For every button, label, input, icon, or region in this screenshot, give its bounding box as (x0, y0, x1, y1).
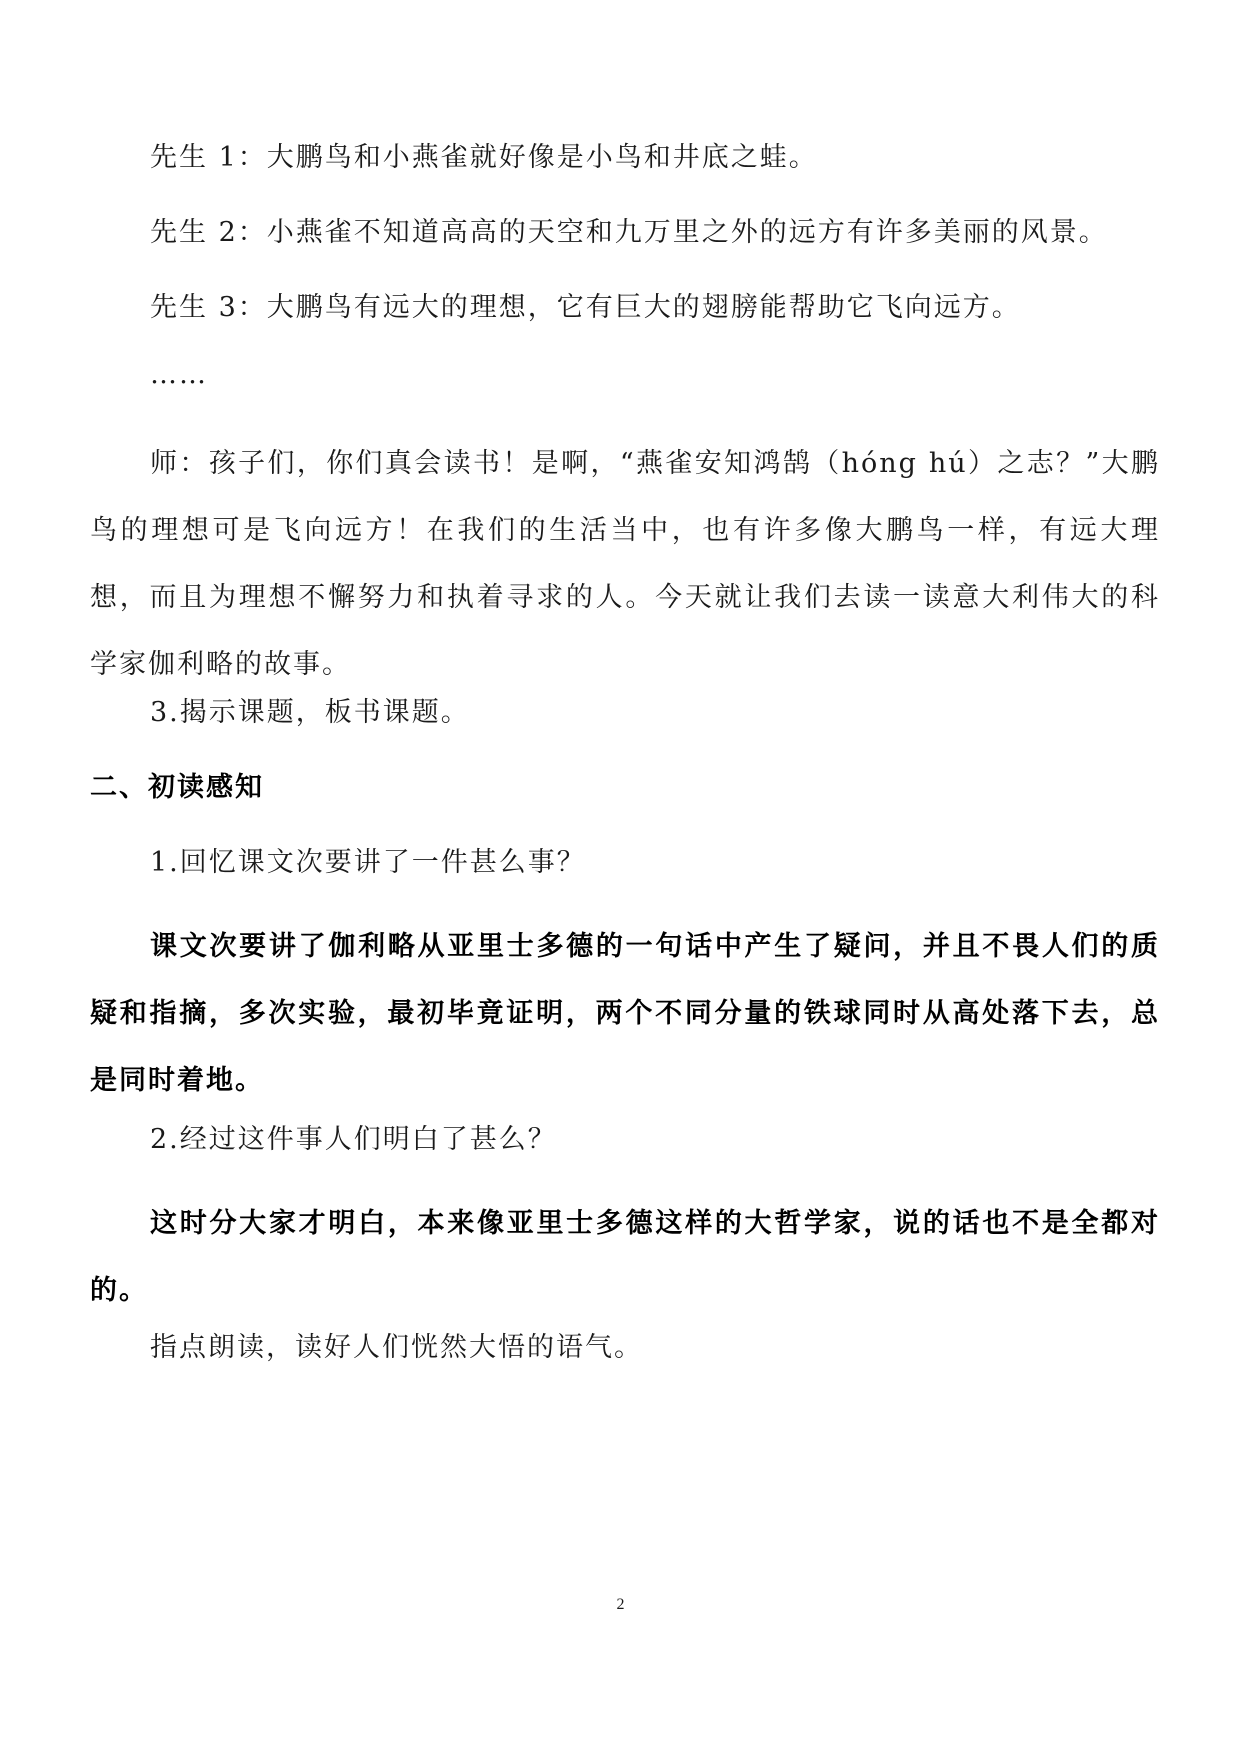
section-2-heading: 二、初读感知 (90, 772, 264, 803)
question-1: 1.回忆课文次要讲了一件甚么事？ (150, 847, 586, 878)
answer-2: 这时分大家才明白，本来像亚里士多德这样的大哲学家，说的话也不是全都对的。 (90, 1208, 1160, 1306)
student-answer-3: 先生 3：大鹏鸟有远大的理想，它有巨大的翅膀能帮助它飞向远方。 (150, 292, 1021, 323)
reading-guidance: 指点朗读，读好人们恍然大悟的语气。 (150, 1332, 643, 1363)
student-answer-2: 先生 2：小燕雀不知道高高的天空和九万里之外的远方有许多美丽的风景。 (150, 217, 1108, 248)
step-3-reveal-title: 3.揭示课题，板书课题。 (150, 697, 470, 728)
student-answer-1: 先生 1：大鹏鸟和小燕雀就好像是小鸟和井底之蛙。 (150, 142, 818, 173)
teacher-paragraph: 师：孩子们，你们真会读书！是啊，“燕雀安知鸿鹄（hóng hú）之志？”大鹏鸟的理想可是飞向远方！在我们的生活当中，也有许多像大鹏鸟一样，有远大理想，而且为理想不懈努力和执着寻求的人。今天就让我们去读一读意大利伟大的科学家伽利略的故事。 (90, 448, 1160, 680)
page-number: 2 (616, 1596, 625, 1613)
answer-1: 课文次要讲了伽利略从亚里士多德的一句话中产生了疑问，并且不畏人们的质疑和指摘，多次实验，最初毕竟证明，两个不同分量的铁球同时从高处落下去，总是同时着地。 (90, 931, 1160, 1096)
ellipsis: …… (150, 359, 208, 390)
question-2: 2.经过这件事人们明白了甚么？ (150, 1124, 557, 1155)
